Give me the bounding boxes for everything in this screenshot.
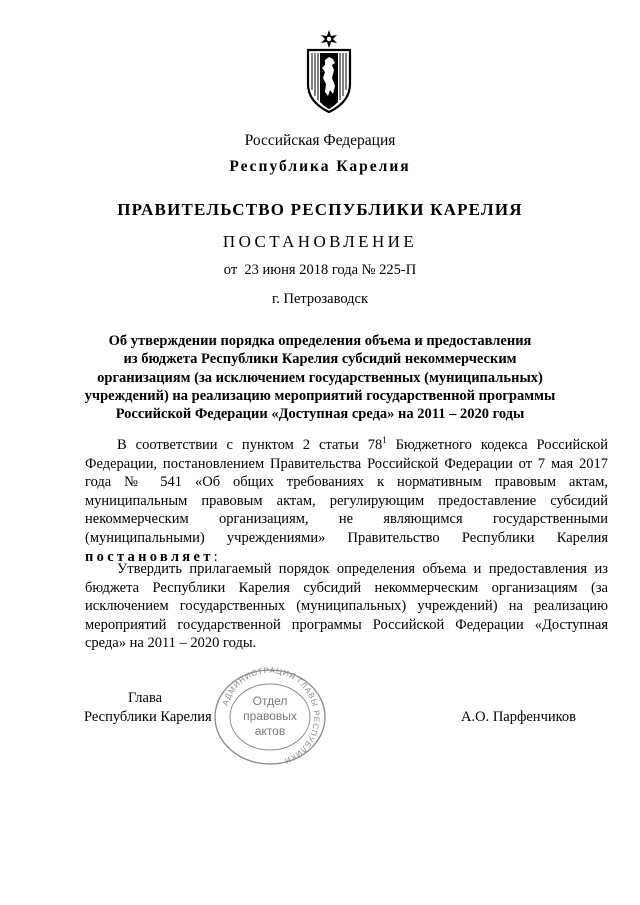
- title-line: из бюджета Республики Карелия субсидий некоммерческим: [123, 351, 517, 368]
- stamp-line-1: Отдел: [252, 694, 288, 708]
- document-date-number: от 23 июня 2018 года № 225-П: [223, 262, 417, 278]
- signatory-name: А.О. Парфенчиков: [461, 709, 577, 725]
- legal-department-stamp: [212, 667, 328, 767]
- article-superscript: 1: [382, 435, 387, 446]
- title-line: организациям (за исключением государственных (муниципальных): [97, 369, 543, 386]
- title-line: Российской Федерации «Доступная среда» на 2011 – 2020 годы: [115, 406, 525, 423]
- government-heading: ПРАВИТЕЛЬСТВО РЕСПУБЛИКИ КАРЕЛИЯ: [117, 200, 523, 219]
- decision-paragraph: Утвердить прилагаемый порядок определения объема и предоставления из бюджета Республики Карелия субсидий некоммерческим организациям (за исключением государственных (муниципальных) учреждений) на реализацию мероприятий государственной программы Российской Федерации «Доступная среда» на 2011 – 2020 годы.: [85, 561, 608, 652]
- preamble-paragraph: [85, 436, 608, 566]
- preamble-text-start: В соответствии с пунктом 2 статьи 78: [117, 437, 383, 453]
- title-line: Об утверждении порядка определения объема и предоставления: [108, 333, 532, 349]
- preamble-text-main: Бюджетного кодекса Российской Федерации, постановлением Правительства Российской Федерации от 7 мая 2017 года № 541 «Об общих требованиях к нормативным правовым актам, муниципальным правовым актам, регулирующим предоставление субсидий некоммерческим организациям, не являющимся государственными (муниципальными) учреждениями» Правительство Республики Карелия: [85, 437, 609, 546]
- document-city: г. Петрозаводск: [271, 291, 369, 307]
- stamp-line-2: правовых: [243, 709, 297, 723]
- stamp-line-3: актов: [254, 724, 286, 738]
- document-title: [0, 332, 640, 423]
- document-type: ПОСТАНОВЛЕНИЕ: [222, 232, 418, 251]
- preamble-colon: :: [213, 548, 218, 565]
- decree-word: постановляет: [85, 548, 214, 565]
- signatory-region: Республики Карелия: [84, 709, 212, 725]
- karelia-coat-of-arms-emblem: [305, 28, 353, 116]
- title-line: учреждений) на реализацию мероприятий государственной программы: [84, 387, 556, 404]
- republic-name: Республика Карелия: [229, 158, 411, 175]
- signatory-title: Глава: [128, 690, 163, 706]
- stamp-ring-text: АДМИНИСТРАЦИЯ ГЛАВЫ РЕСПУБЛИКИ: [220, 667, 322, 766]
- country-name: Российская Федерация: [244, 132, 396, 149]
